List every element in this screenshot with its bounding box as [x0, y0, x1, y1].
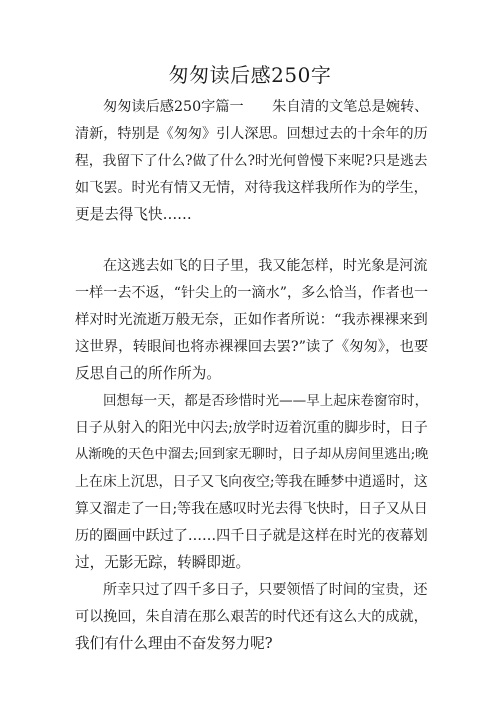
text-line: 更是去得飞快…… — [75, 206, 192, 223]
page-title: 匆匆读后感250字 — [168, 63, 332, 87]
text-line: 日子从射入的阳光中闪去;放学时迈着沉重的脚步时，日子 — [75, 420, 428, 436]
text-line: 清新，特别是《匆匆》引人深思。回想过去的十余年的历 — [75, 126, 428, 142]
text-line: 可以挽回，朱自清在那么艰苦的时代还有这么大的成就， — [75, 609, 428, 625]
text-line: 样对时光流逝万般无奈，正如作者所说：“我赤裸裸来到 — [75, 312, 428, 328]
text-line: 如飞罢。时光有情又无情，对待我这样我所作为的学生， — [75, 180, 428, 196]
text-line: 反思自己的所作所为。 — [75, 365, 221, 382]
text-line: 历的圈画中跃过了……四千日子就是这样在时光的夜幕划 — [75, 528, 428, 544]
text-line: 过，无影无踪，转瞬即逝。 — [75, 554, 251, 571]
text-line: 从渐晚的天色中溜去;回到家无聊时，日子却从房间里逃出;晚 — [75, 447, 429, 462]
text-line: 程，我留下了什么?做了什么?时光何曾慢下来呢?只是逃去 — [75, 153, 428, 169]
text-line: 在这逃去如飞的日子里，我又能怎样，时光象是河流 — [103, 258, 428, 274]
text-line: 这世界，转眼间也将赤裸裸回去罢?”读了《匆匆》，也要 — [75, 339, 429, 355]
text-line: 匆匆读后感250字篇一 朱自清的文笔总是婉转、 — [103, 99, 429, 115]
text-line: 我们有什么理由不奋发努力呢? — [75, 635, 273, 652]
text-line: 算又溜走了一日;等我在感叹时光去得飞快时，日子又从日 — [75, 501, 428, 517]
text-line: 回想每一天，都是否珍惜时光——早上起床卷窗帘时， — [103, 393, 429, 409]
text-line: 一样一去不返，“针尖上的一滴水”，多么恰当，作者也一 — [75, 285, 429, 301]
text-line: 上在床上沉思，日子又飞向夜空;等我在睡梦中逍遥时，这 — [75, 474, 428, 490]
text-line: 所幸只过了四千多日子，只要领悟了时间的宝贵，还 — [103, 582, 428, 598]
